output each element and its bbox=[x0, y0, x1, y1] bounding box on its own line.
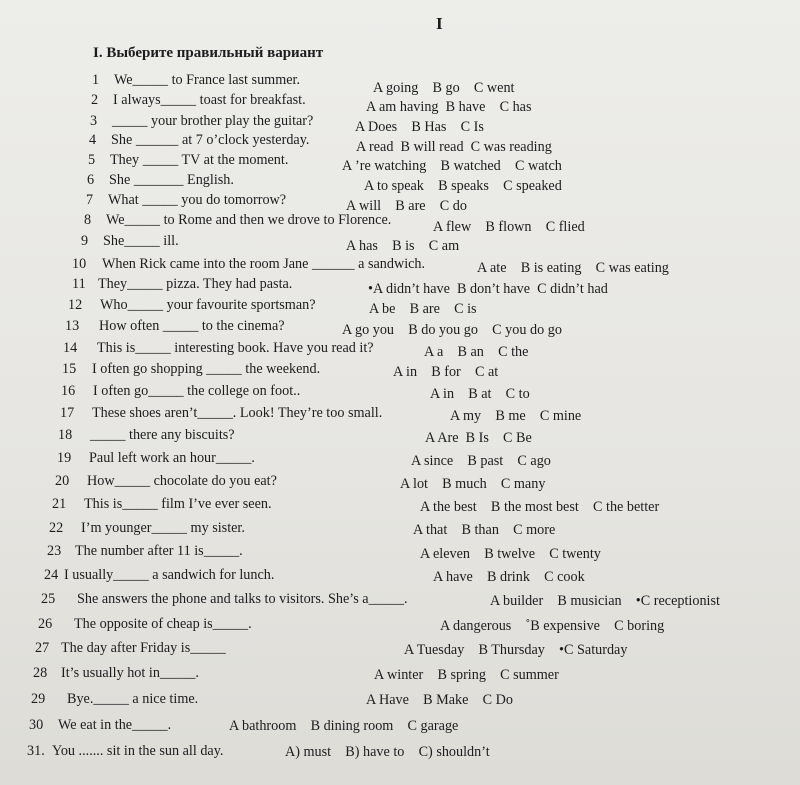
question-23-options: A eleven B twelve C twenty bbox=[420, 546, 601, 562]
question-6-text bbox=[87, 172, 234, 188]
question-12-text bbox=[68, 297, 316, 313]
question-9-text bbox=[81, 233, 179, 249]
question-18-options: A Are B Is C Be bbox=[425, 430, 532, 446]
question-13-options: A go you B do you go C you do go bbox=[342, 322, 562, 338]
question-number: 29 bbox=[31, 691, 46, 707]
question-text: We_____ to France last summer. bbox=[114, 72, 301, 88]
question-24-options: A have B drink C cook bbox=[433, 569, 585, 585]
question-24-text bbox=[44, 567, 274, 583]
question-20-options: A lot B much C many bbox=[400, 476, 546, 492]
question-7-text bbox=[86, 192, 286, 208]
question-14-text bbox=[63, 340, 374, 356]
question-text: We_____ to Rome and then we drove to Florence. bbox=[106, 212, 392, 228]
question-number: 30 bbox=[29, 717, 44, 733]
page-number: I bbox=[436, 14, 443, 33]
question-21-options: A the best B the most best C the better bbox=[420, 499, 660, 515]
question-number: 24 bbox=[44, 567, 59, 583]
question-13-text bbox=[65, 318, 285, 334]
page-title: I. Выберите правильный вариант bbox=[93, 45, 324, 61]
question-number: 23 bbox=[47, 543, 62, 559]
question-number: 26 bbox=[38, 616, 53, 632]
question-text: I often go_____ the college on foot.. bbox=[93, 383, 301, 399]
question-number: 25 bbox=[41, 591, 56, 607]
question-18-text bbox=[58, 427, 235, 443]
question-29-options: A Have B Make C Do bbox=[366, 692, 513, 708]
question-text: _____ your brother play the guitar? bbox=[112, 113, 314, 129]
question-23-text bbox=[47, 543, 243, 559]
question-31-options: A) must B) have to C) shouldn’t bbox=[285, 744, 490, 760]
question-text: I usually_____ a sandwich for lunch. bbox=[64, 567, 275, 583]
question-number: 9 bbox=[81, 233, 89, 249]
question-1-text bbox=[92, 72, 300, 88]
question-number: 5 bbox=[88, 152, 96, 168]
question-6-options: A to speak B speaks C speaked bbox=[364, 178, 562, 194]
question-text: They_____ pizza. They had pasta. bbox=[98, 276, 293, 292]
question-7-options: A will B are C do bbox=[346, 198, 467, 214]
question-number: 20 bbox=[55, 473, 70, 489]
question-number: 17 bbox=[60, 405, 75, 421]
question-27-text bbox=[35, 640, 226, 656]
question-11-text bbox=[72, 276, 292, 292]
question-4-options: A read B will read C was reading bbox=[356, 139, 552, 155]
question-text: She_____ ill. bbox=[103, 233, 179, 249]
question-5-options: A ’re watching B watched C watch bbox=[342, 158, 562, 174]
question-text: You ....... sit in the sun all day. bbox=[52, 743, 224, 759]
question-text: She answers the phone and talks to visitors. She’s a_____. bbox=[77, 591, 408, 607]
question-number: 15 bbox=[62, 361, 77, 377]
question-text: This is_____ interesting book. Have you read it? bbox=[97, 340, 374, 356]
question-text: The opposite of cheap is_____. bbox=[74, 616, 252, 632]
question-17-options: A my B me C mine bbox=[450, 408, 582, 424]
question-number: 10 bbox=[72, 256, 87, 272]
question-text: She _______ English. bbox=[109, 172, 234, 188]
question-number: 31. bbox=[27, 743, 45, 759]
question-text: She ______ at 7 o’clock yesterday. bbox=[111, 132, 310, 148]
question-11-options: •A didn’t have B don’t have C didn’t had bbox=[368, 281, 608, 297]
question-number: 16 bbox=[61, 383, 76, 399]
question-text: Paul left work an hour_____. bbox=[89, 450, 255, 466]
question-17-text bbox=[60, 405, 382, 421]
question-number: 22 bbox=[49, 520, 64, 536]
question-25-options: A builder B musician •C receptionist bbox=[490, 593, 720, 609]
question-number: 18 bbox=[58, 427, 73, 443]
question-30-text bbox=[29, 717, 171, 733]
question-16-text bbox=[61, 383, 300, 399]
question-19-text bbox=[57, 450, 255, 466]
question-21-text bbox=[52, 496, 272, 512]
question-text: Bye._____ a nice time. bbox=[67, 691, 199, 707]
question-number: 27 bbox=[35, 640, 50, 656]
question-number: 2 bbox=[91, 92, 99, 108]
question-31-text bbox=[27, 743, 223, 759]
question-8-text bbox=[84, 212, 391, 228]
question-25-text bbox=[41, 591, 408, 607]
question-number: 1 bbox=[92, 72, 100, 88]
question-26-text bbox=[38, 616, 252, 632]
question-12-options: A be B are C is bbox=[369, 301, 477, 317]
question-number: 12 bbox=[68, 297, 83, 313]
question-2-text bbox=[91, 92, 306, 108]
question-26-options: A dangerous ˚B expensive C boring bbox=[440, 618, 665, 634]
question-text: These shoes aren’t_____. Look! They’re too small. bbox=[92, 405, 383, 421]
question-text: When Rick came into the room Jane ______ a sandwich. bbox=[102, 256, 426, 272]
question-22-text bbox=[49, 520, 245, 536]
question-10-options: A ate B is eating C was eating bbox=[477, 260, 669, 276]
question-text: The day after Friday is_____ bbox=[61, 640, 226, 656]
question-28-options: A winter B spring C summer bbox=[374, 667, 559, 683]
question-text: The number after 11 is_____. bbox=[75, 543, 243, 559]
question-number: 6 bbox=[87, 172, 95, 188]
question-8-options: A flew B flown C flied bbox=[433, 219, 585, 235]
question-19-options: A since B past C ago bbox=[411, 453, 551, 469]
question-text: This is_____ film I’ve ever seen. bbox=[84, 496, 272, 512]
question-3-text bbox=[90, 113, 313, 129]
question-14-options: A a B an C the bbox=[424, 344, 529, 360]
question-9-options: A has B is C am bbox=[346, 238, 460, 254]
question-text: _____ there any biscuits? bbox=[90, 427, 235, 443]
question-15-options: A in B for C at bbox=[393, 364, 499, 380]
question-5-text bbox=[88, 152, 288, 168]
question-number: 4 bbox=[89, 132, 97, 148]
question-number: 3 bbox=[90, 113, 98, 129]
question-10-text bbox=[72, 256, 425, 272]
question-22-options: A that B than C more bbox=[413, 522, 556, 538]
question-30-options: A bathroom B dining room C garage bbox=[229, 718, 459, 734]
question-4-text bbox=[89, 132, 309, 148]
question-number: 11 bbox=[72, 276, 86, 292]
question-27-options: A Tuesday B Thursday •C Saturday bbox=[404, 642, 628, 658]
question-number: 7 bbox=[86, 192, 94, 208]
question-16-options: A in B at C to bbox=[430, 386, 530, 402]
question-text: Who_____ your favourite sportsman? bbox=[100, 297, 316, 313]
question-text: They _____ TV at the moment. bbox=[110, 152, 289, 168]
question-29-text bbox=[31, 691, 198, 707]
question-number: 21 bbox=[52, 496, 67, 512]
question-number: 8 bbox=[84, 212, 92, 228]
question-text: I’m younger_____ my sister. bbox=[81, 520, 245, 536]
question-1-options: A going B go C went bbox=[373, 80, 515, 96]
question-20-text bbox=[55, 473, 277, 489]
question-text: I often go shopping _____ the weekend. bbox=[92, 361, 321, 377]
question-number: 28 bbox=[33, 665, 48, 681]
question-28-text bbox=[33, 665, 199, 681]
question-number: 13 bbox=[65, 318, 80, 334]
question-text: We eat in the_____. bbox=[58, 717, 172, 733]
question-number: 19 bbox=[57, 450, 72, 466]
question-text: How often _____ to the cinema? bbox=[99, 318, 285, 334]
question-text: What _____ you do tomorrow? bbox=[108, 192, 287, 208]
question-text: How_____ chocolate do you eat? bbox=[87, 473, 277, 489]
question-text: I always_____ toast for breakfast. bbox=[113, 92, 306, 108]
question-2-options: A am having B have C has bbox=[366, 99, 532, 115]
question-15-text bbox=[62, 361, 320, 377]
question-text: It’s usually hot in_____. bbox=[61, 665, 199, 681]
question-number: 14 bbox=[63, 340, 78, 356]
question-3-options: A Does B Has C Is bbox=[355, 119, 484, 135]
